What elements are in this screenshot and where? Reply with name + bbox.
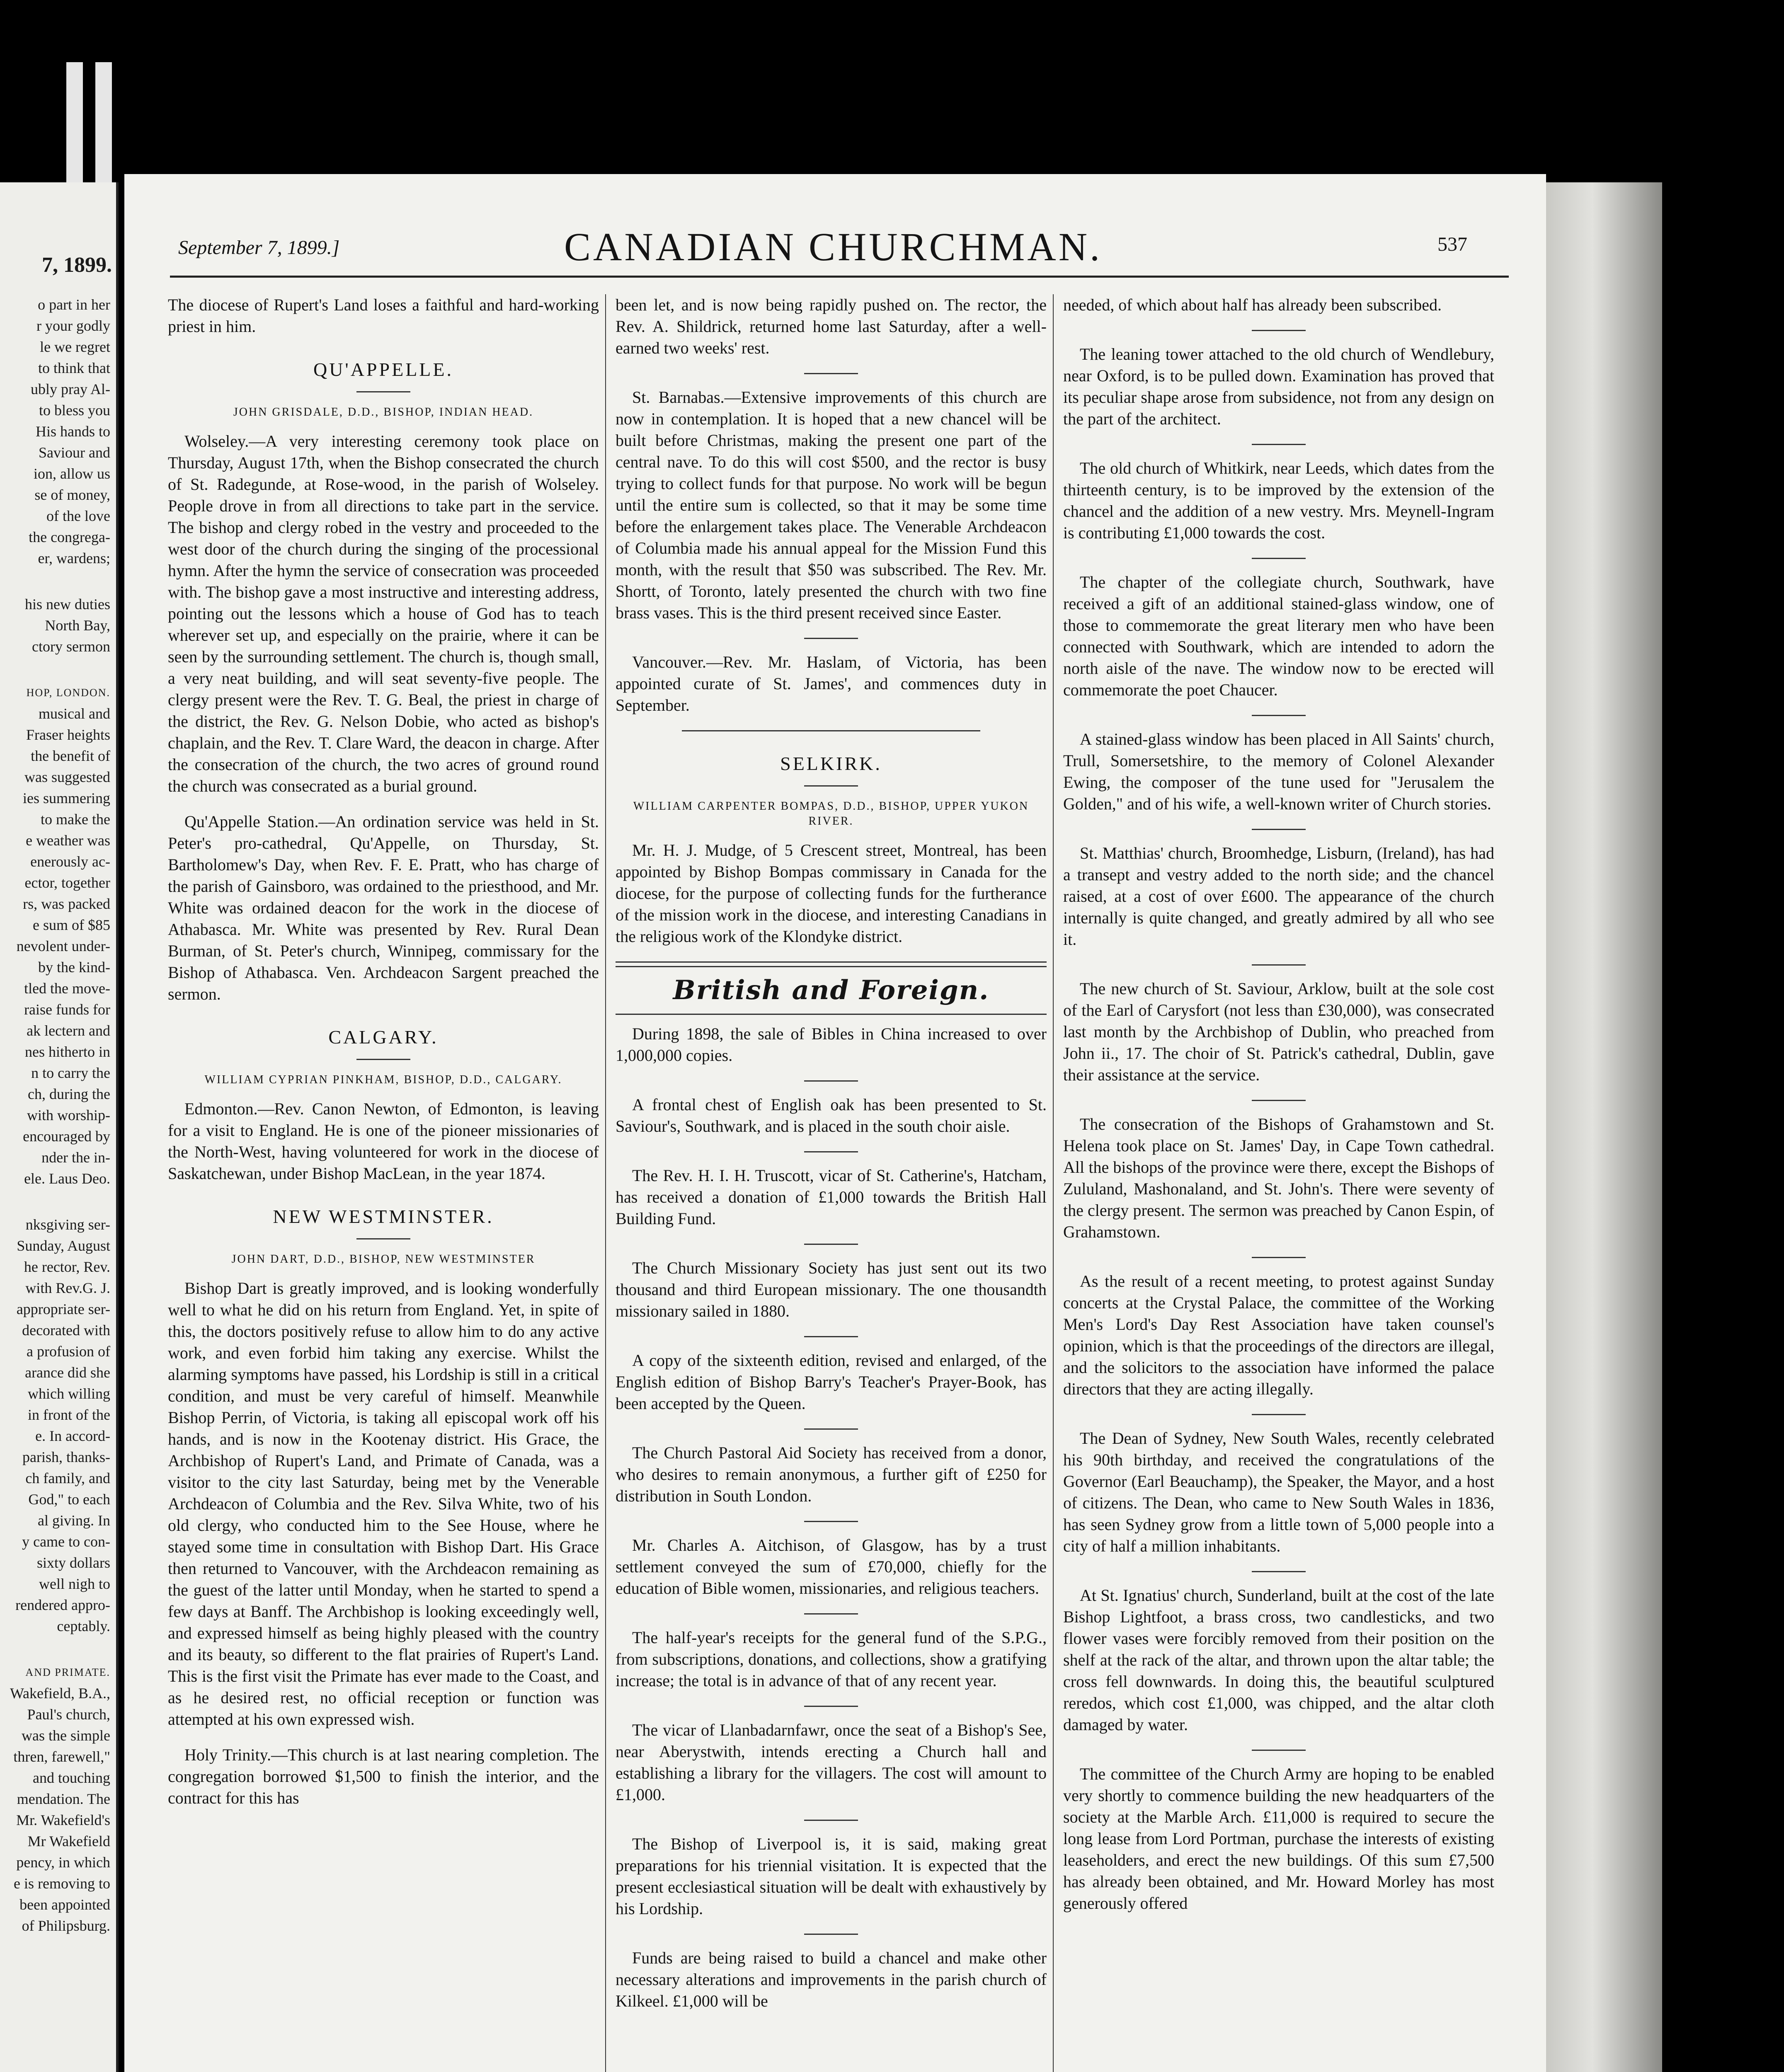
- facing-page-line: Mr. Wakefield's: [16, 1812, 110, 1828]
- newspaper-page: [124, 174, 1546, 2072]
- separator: [682, 730, 980, 731]
- page-edge: [1546, 182, 1662, 2072]
- separator: [804, 785, 858, 787]
- double-rule: [616, 961, 1047, 963]
- separator: [804, 1706, 858, 1707]
- facing-page-line: ak lectern and: [27, 1022, 110, 1039]
- facing-page-line: to bless you: [39, 402, 110, 419]
- facing-page-line: well nigh to: [39, 1576, 110, 1592]
- news-item: The Dean of Sydney, New South Wales, recently celebrated his 90th birthday, and received the congratulations of the Governor (Earl Beauchamp), the Speaker, the Mayor, and a host of citizens. The Dean, who came to New South Wales in 1836, has seen Sydney grow from a little town of 5,000 people into a city of half a million inhabitants.: [1063, 1429, 1494, 1555]
- separator: [1252, 1571, 1306, 1572]
- facing-page-line: raise funds for: [24, 1001, 110, 1018]
- facing-page-line: Saviour and: [39, 444, 110, 461]
- film-mark: [66, 62, 83, 203]
- news-item: Funds are being raised to build a chancel and make other necessary alterations and improvements in the parish church of Kilkeel. £1,000 will be: [616, 1949, 1047, 2010]
- article-paragraph: Holy Trinity.—This church is at last nearing completion. The congregation borrowed $1,500 to finish the interior, and the contract for this has: [168, 1745, 599, 1807]
- facing-page-line: HOP, LONDON.: [26, 687, 110, 699]
- separator: [804, 1336, 858, 1337]
- facing-page-line: rs, was packed: [23, 896, 110, 912]
- news-item: The Church Missionary Society has just sent out its two thousand and third European missionary. The one thousandth missionary sailed in 1880.: [616, 1259, 1047, 1320]
- article-paragraph: Bishop Dart is greatly improved, and is looking wonderfully well to what he did on his return from England. Yet, in spite of this, the doctors positively refuse to allow him to do any active work, and even forbid him taking any exercise. Whilst the alarming symptoms have passed, his Lordship is still in a critical condition, and must be very careful of himself. Meanwhile Bishop Perrin, of Victoria, is taking all episcopal work off his hands, and is now in the Kootenay district. His Grace, the Archbishop of Rupert's Land, and Primate of Canada, was a visitor to the city last Saturday, being met by the Venerable Archdeacon of Columbia and the Rev. Silva White, two of his old clergy, who conducted him to the See House, where he stayed some time in consultation with Bishop Dart. His Grace then returned to Vancouver, with the Archdeacon remaining as the guest of the latter until Monday, when he started to spend a few days at Banff. The Archbishop is looking exceedingly well, and expressed himself as being highly pleased with the country and its beauty, so different to the flat prairies of Rupert's Land. This is the first visit the Primate has ever made to the Coast, and as he desired rest, no official reception or function was attempted at his own expressed wish.: [168, 1279, 599, 1728]
- facing-page-line: ch, during the: [28, 1086, 110, 1102]
- column-2: [616, 294, 1047, 2072]
- page-number: 537: [1437, 233, 1467, 255]
- section-heading-new-westminster: NEW WESTMINSTER.: [273, 1206, 494, 1227]
- facing-page-line: Wakefield, B.A.,: [10, 1685, 110, 1702]
- separator: [1252, 1750, 1306, 1751]
- facing-page-line: by the kind-: [38, 959, 110, 975]
- article-paragraph: Mr. H. J. Mudge, of 5 Crescent street, Montreal, has been appointed by Bishop Bompas commissary in Canada for the diocese, for the purpose of collecting funds for the furtherance of the mission work in the diocese, and interesting Canadians in the religious work of the Klondyke district.: [616, 841, 1047, 946]
- separator: [804, 373, 858, 374]
- separator: [804, 1613, 858, 1615]
- facing-page-line: [0, 569, 110, 594]
- facing-page-line: of Philipsburg.: [22, 1917, 110, 1934]
- facing-page-line: o part in her: [38, 296, 110, 313]
- separator: [1252, 829, 1306, 830]
- news-item: The half-year's receipts for the general fund of the S.P.G., from subscriptions, donations, and collections, show a gratifying increase; the total is in advance of that of any recent year.: [616, 1628, 1047, 1690]
- facing-page-line: his new duties: [25, 596, 110, 612]
- facing-page-line: rendered appro-: [15, 1597, 110, 1613]
- separator: [1252, 715, 1306, 716]
- issue-date: September 7, 1899.]: [178, 237, 340, 259]
- news-item: The new church of St. Saviour, Arklow, built at the sole cost of the Earl of Carysfort (not less than £30,000), was consecrated last month by the Archbishop of Dublin, who preached from John ii., 17. The choir of St. Patrick's cathedral, Dublin, gave their assistance at the service.: [1063, 979, 1494, 1084]
- news-item: The leaning tower attached to the old church of Wendlebury, near Oxford, is to be pulled down. Examination has proved that its peculiar shape arose from subsidence, not from any design on the part of the architect.: [1063, 345, 1494, 428]
- news-item: A frontal chest of English oak has been presented to St. Saviour's, Southwark, and is placed in the south choir aisle.: [616, 1095, 1047, 1135]
- separator: [804, 1428, 858, 1430]
- facing-page-line: nes hitherto in: [25, 1043, 110, 1060]
- facing-page-line: which willing: [28, 1385, 110, 1402]
- section-heading-british-and-foreign: British and Foreign.: [673, 975, 989, 1006]
- facing-page-line: to think that: [38, 360, 110, 376]
- facing-page-line: r your godly: [36, 317, 110, 334]
- facing-page-line: was suggested: [24, 769, 110, 785]
- facing-page-line: with worship-: [27, 1107, 110, 1123]
- facing-page-line: [0, 1189, 110, 1214]
- section-heading-selkirk: SELKIRK.: [780, 753, 882, 774]
- news-item: Mr. Charles A. Aitchison, of Glasgow, has by a trust settlement conveyed the sum of £70,000, chiefly for the education of Bible women, missionaries, and religious teachers.: [616, 1536, 1047, 1598]
- article-paragraph: St. Barnabas.—Extensive improvements of this church are now in contemplation. It is hoped that a new chancel will be built before Christmas, making the present one part of the central nave. To do this will cost $500, and the rector is busy trying to collect funds for that purpose. No work will be begun until the entire sum is collected, so that it may be some time before the enlargement takes place. The Venerable Archdeacon of Columbia made his annual appeal for the Mission Fund this month, with the result that $50 was subscribed. The Rev. Mr. Shortt, of Toronto, lately presented the church with two fine brass vases. This is the third present received since Easter.: [616, 388, 1047, 622]
- facing-page-line: enerously ac-: [30, 853, 110, 870]
- separator: [1252, 964, 1306, 966]
- column-3: [1063, 294, 1494, 2072]
- facing-page-line: ector, together: [24, 874, 110, 891]
- column-rule: [605, 294, 606, 2072]
- article-paragraph: Edmonton.—Rev. Canon Newton, of Edmonton, is leaving for a visit to England. He is one of the pioneer missionaries of the North-West, having volunteered for work in the diocese of Saskatchewan, under Bishop MacLean, in the year 1874.: [168, 1099, 599, 1183]
- separator: [356, 1238, 410, 1239]
- facing-page-line: ele. Laus Deo.: [24, 1170, 110, 1187]
- facing-page-line: been appointed: [19, 1896, 110, 1913]
- masthead-title: CANADIAN CHURCHMAN.: [564, 225, 1103, 269]
- section-heading-calgary: CALGARY.: [328, 1026, 439, 1048]
- news-item: The chapter of the collegiate church, Southwark, have received a gift of an additional stained-glass window, one of those to commemorate the great literary men who have been connected with Southwark, which are intended to adorn the north aisle of the nave. The window now to be erected will commemorate the poet Chaucer.: [1063, 573, 1494, 699]
- facing-page-line: AND PRIMATE.: [25, 1666, 110, 1678]
- news-items-list: [1063, 294, 1494, 1914]
- separator: [804, 1521, 858, 1522]
- news-item: St. Matthias' church, Broomhedge, Lisburn, (Ireland), has had a transept and vestry added to the north side; and the chancel raised, at a cost of over £600. The appearance of the church internally is quite changed, and greatly admired by all who see it.: [1063, 844, 1494, 949]
- news-item: The committee of the Church Army are hoping to be enabled very shortly to commence building the new headquarters of the society at the Marble Arch. £11,000 is required to secure the long lease from Lord Portman, purchase the interests of existing leaseholders, and erect the new buildings. Of this sum £7,500 has already been obtained, and Mr. Howard Morley has most generously offered: [1063, 1765, 1494, 1912]
- separator: [804, 1151, 858, 1152]
- facing-page-line: encouraged by: [23, 1128, 110, 1145]
- section-heading-quappelle: QU'APPELLE.: [313, 359, 453, 380]
- diocese-line: WILLIAM CARPENTER BOMPAS, D.D., BISHOP, UPPER YUKON RIVER.: [633, 800, 1029, 828]
- separator: [356, 1059, 410, 1060]
- news-item: The vicar of Llanbadarnfawr, once the seat of a Bishop's See, near Aberystwith, intends erecting a Church hall and establishing a library for the villagers. The cost will amount to £1,000.: [616, 1721, 1047, 1804]
- news-items-list: [616, 1023, 1047, 2012]
- facing-page-line: [0, 1637, 110, 1662]
- facing-page-line: [0, 657, 110, 682]
- facing-page-line: His hands to: [36, 423, 110, 440]
- facing-page-line: a profusion of: [27, 1343, 110, 1360]
- news-item: The consecration of the Bishops of Grahamstown and St. Helena took place on St. James' Day, in Cape Town cathedral. All the bishops of the province were there, except the Bishops of Zululand, Mashonaland, and St. John's. There were seventy of the clergy present. The sermon was preached by Canon Espin, of Grahamstown.: [1063, 1115, 1494, 1241]
- facing-page-line: tled the move-: [24, 980, 110, 997]
- facing-page-line: sixty dollars: [37, 1554, 110, 1571]
- news-item: A copy of the sixteenth edition, revised and enlarged, of the English edition of Bishop Barry's Teacher's Prayer-Book, has been accepted by the Queen.: [616, 1351, 1047, 1413]
- news-item: The Church Pastoral Aid Society has received from a donor, who desires to remain anonymous, a further gift of £250 for distribution in South London.: [616, 1443, 1047, 1505]
- facing-page-line: ies summering: [23, 790, 110, 806]
- facing-page-line: e. In accord-: [35, 1428, 110, 1444]
- facing-page-line: nksgiving ser-: [25, 1216, 110, 1233]
- facing-page-line: to make the: [41, 811, 110, 828]
- separator: [1252, 330, 1306, 331]
- facing-page-line: in front of the: [28, 1406, 110, 1423]
- separator: [1252, 1100, 1306, 1101]
- header-rule: [170, 276, 1509, 278]
- facing-page-line: nder the in-: [41, 1149, 110, 1166]
- facing-page-line: Fraser heights: [26, 726, 110, 743]
- facing-page-line: er, wardens;: [38, 550, 110, 566]
- diocese-line: JOHN DART, D.D., BISHOP, NEW WESTMINSTER: [231, 1253, 536, 1266]
- facing-page-line: and touching: [33, 1769, 110, 1786]
- diocese-line: WILLIAM CYPRIAN PINKHAM, BISHOP, D.D., CALGARY.: [204, 1073, 562, 1086]
- heading-rule: [616, 1014, 1047, 1015]
- article-paragraph: Qu'Appelle Station.—An ordination service was held in St. Peter's pro-cathedral, Qu'Appelle, on Thursday, St. Bartholomew's Day, when Rev. F. E. Pratt, who has charge of the parish of Gainsboro, was ordained to the priesthood, and Mr. White was ordained deacon for the work in the diocese of Athabasca. Mr. White was presented by Rev. Rural Dean Burman, of St. Peter's church, Winnipeg, commissary for the Bishop of Athabasca. Ven. Archdeacon Sargent preached the sermon.: [168, 812, 599, 1003]
- facing-page-line: he rector, Rev.: [24, 1259, 110, 1275]
- separator: [1252, 558, 1306, 559]
- news-item: A stained-glass window has been placed in All Saints' church, Trull, Somersetshire, to the memory of Colonel Alexander Ewing, the composer of the tune used for "Jerusalem the Golden," and of his wife, a well-known writer of Church stories.: [1063, 730, 1494, 813]
- news-item: The old church of Whitkirk, near Leeds, which dates from the thirteenth century, is to be improved by the extension of the chancel and the addition of a new vestry. Mrs. Meynell-Ingram is contributing £1,000 towards the cost.: [1063, 459, 1494, 542]
- facing-page-line: appropriate ser-: [16, 1301, 110, 1317]
- facing-page-line: Mr Wakefield: [27, 1833, 110, 1849]
- facing-page-line: ceptably.: [57, 1618, 110, 1634]
- facing-page-line: ion, allow us: [34, 465, 110, 482]
- facing-page-line: the congrega-: [29, 529, 110, 545]
- facing-page-line: musical and: [39, 705, 110, 722]
- facing-page-line: e is removing to: [14, 1875, 110, 1892]
- news-item: The Bishop of Liverpool is, it is said, making great preparations for his triennial visitation. It is expected that the present ecclesiastical situation will be dealt with exhaustively by his Lordship.: [616, 1835, 1047, 1918]
- column-rule: [1053, 294, 1054, 2072]
- news-item: During 1898, the sale of Bibles in China increased to over 1,000,000 copies.: [616, 1024, 1047, 1065]
- facing-page-line: the benefit of: [31, 748, 110, 764]
- separator: [804, 1934, 858, 1935]
- separator: [356, 391, 410, 392]
- facing-page-line: n to carry the: [31, 1065, 110, 1081]
- facing-page-line: y came to con-: [22, 1533, 110, 1550]
- separator: [1252, 1414, 1306, 1415]
- news-item: At St. Ignatius' church, Sunderland, built at the cost of the late Bishop Lightfoot, a brass cross, two candlesticks, and two flower vases were forcibly removed from their position on the shelf at the rack of the altar, and thrown upon the altar table; the cross fell downwards. In doing this, the beautiful sculptured reredos, which cost £1,000, was chipped, and the altar cloth damaged by water.: [1063, 1586, 1494, 1734]
- column-1: [168, 294, 599, 2072]
- facing-page-fragment: [0, 182, 119, 2072]
- facing-page-line: le we regret: [40, 339, 110, 355]
- facing-page-line: arance did she: [25, 1364, 110, 1381]
- facing-page-line: ch family, and: [25, 1470, 110, 1486]
- separator: [804, 1244, 858, 1245]
- facing-page-line: of the love: [46, 508, 110, 524]
- facing-page-line: Sunday, August: [17, 1237, 110, 1254]
- facing-page-line: decorated with: [22, 1322, 110, 1339]
- facing-page-text: [0, 294, 110, 1936]
- facing-page-line: thren, farewell,": [13, 1748, 110, 1765]
- facing-page-line: mendation. The: [17, 1791, 110, 1807]
- page-header: [149, 224, 1517, 269]
- facing-page-line: North Bay,: [45, 617, 110, 634]
- facing-page-line: e weather was: [26, 832, 110, 849]
- facing-page-line: God," to each: [28, 1491, 110, 1508]
- double-rule: [616, 966, 1047, 967]
- separator: [1252, 1257, 1306, 1258]
- facing-page-line: was the simple: [22, 1727, 110, 1744]
- film-mark: [95, 62, 112, 203]
- facing-page-line: parish, thanks-: [22, 1449, 110, 1465]
- facing-page-line: with Rev.G. J.: [25, 1280, 110, 1296]
- facing-page-line: se of money,: [34, 487, 110, 503]
- diocese-line: JOHN GRISDALE, D.D., BISHOP, INDIAN HEAD.: [233, 406, 534, 419]
- facing-page-line: al giving. In: [38, 1512, 110, 1529]
- facing-page-line: nevolent under-: [16, 938, 110, 954]
- separator: [1252, 444, 1306, 445]
- facing-page-line: e sum of $85: [33, 917, 110, 933]
- news-item: The Rev. H. I. H. Truscott, vicar of St. Catherine's, Hatcham, has received a donation of £1,000 towards the British Hall Building Fund.: [616, 1166, 1047, 1228]
- news-item: As the result of a recent meeting, to protest against Sunday concerts at the Crystal Palace, the committee of the Working Men's Lord's Day Rest Association have taken counsel's opinion, which is that the proceedings of the directors are illegal, and the solicitors to the association have informed the palace directors that they are acting illegally.: [1063, 1272, 1494, 1398]
- separator: [804, 1820, 858, 1821]
- article-continuation: been let, and is now being rapidly pushed on. The rector, the Rev. A. Shildrick, returned home last Saturday, after a well-earned two weeks' rest.: [616, 295, 1047, 357]
- facing-page-line: ubly pray Al-: [31, 381, 110, 397]
- facing-page-line: ctory sermon: [32, 638, 110, 655]
- news-item: needed, of which about half has already been subscribed.: [1063, 295, 1442, 314]
- facing-page-line: pency, in which: [16, 1854, 110, 1871]
- separator: [804, 638, 858, 639]
- article-paragraph: Wolseley.—A very interesting ceremony took place on Thursday, August 17th, when the Bishop consecrated the church of St. Radegunde, at Rose-wood, in the parish of Wolseley. People drove in from all directions to take part in the service. The bishop and clergy robed in the vestry and proceeded to the west door of the church during the singing of the processional hymn. After the hymn the service of consecration was proceeded with. The bishop gave a most instructive and interesting address, pointing out the lessons which a house of God has to teach wherever set up, and especially on the prairie, where it can be seen by the surrounding settlement. The church is, though small, a very neat building, and will seat seventy-five people. The clergy present were the Rev. T. G. Beal, the priest in charge of the district, the Rev. G. Nelson Dobie, who acted as bishop's chaplain, and the Rev. T. Clare Ward, the deacon in charge. After the consecration of the church, the two acres of ground round the church was consecrated as a burial ground.: [168, 432, 599, 795]
- facing-page-line: Paul's church,: [27, 1706, 110, 1723]
- article-continuation: The diocese of Rupert's Land loses a faithful and hard-working priest in him.: [168, 295, 599, 336]
- separator: [804, 1080, 858, 1082]
- article-paragraph: Vancouver.—Rev. Mr. Haslam, of Victoria, has been appointed curate of St. James', and commences duty in September.: [616, 653, 1047, 714]
- facing-page-date: 7, 1899.: [42, 253, 112, 277]
